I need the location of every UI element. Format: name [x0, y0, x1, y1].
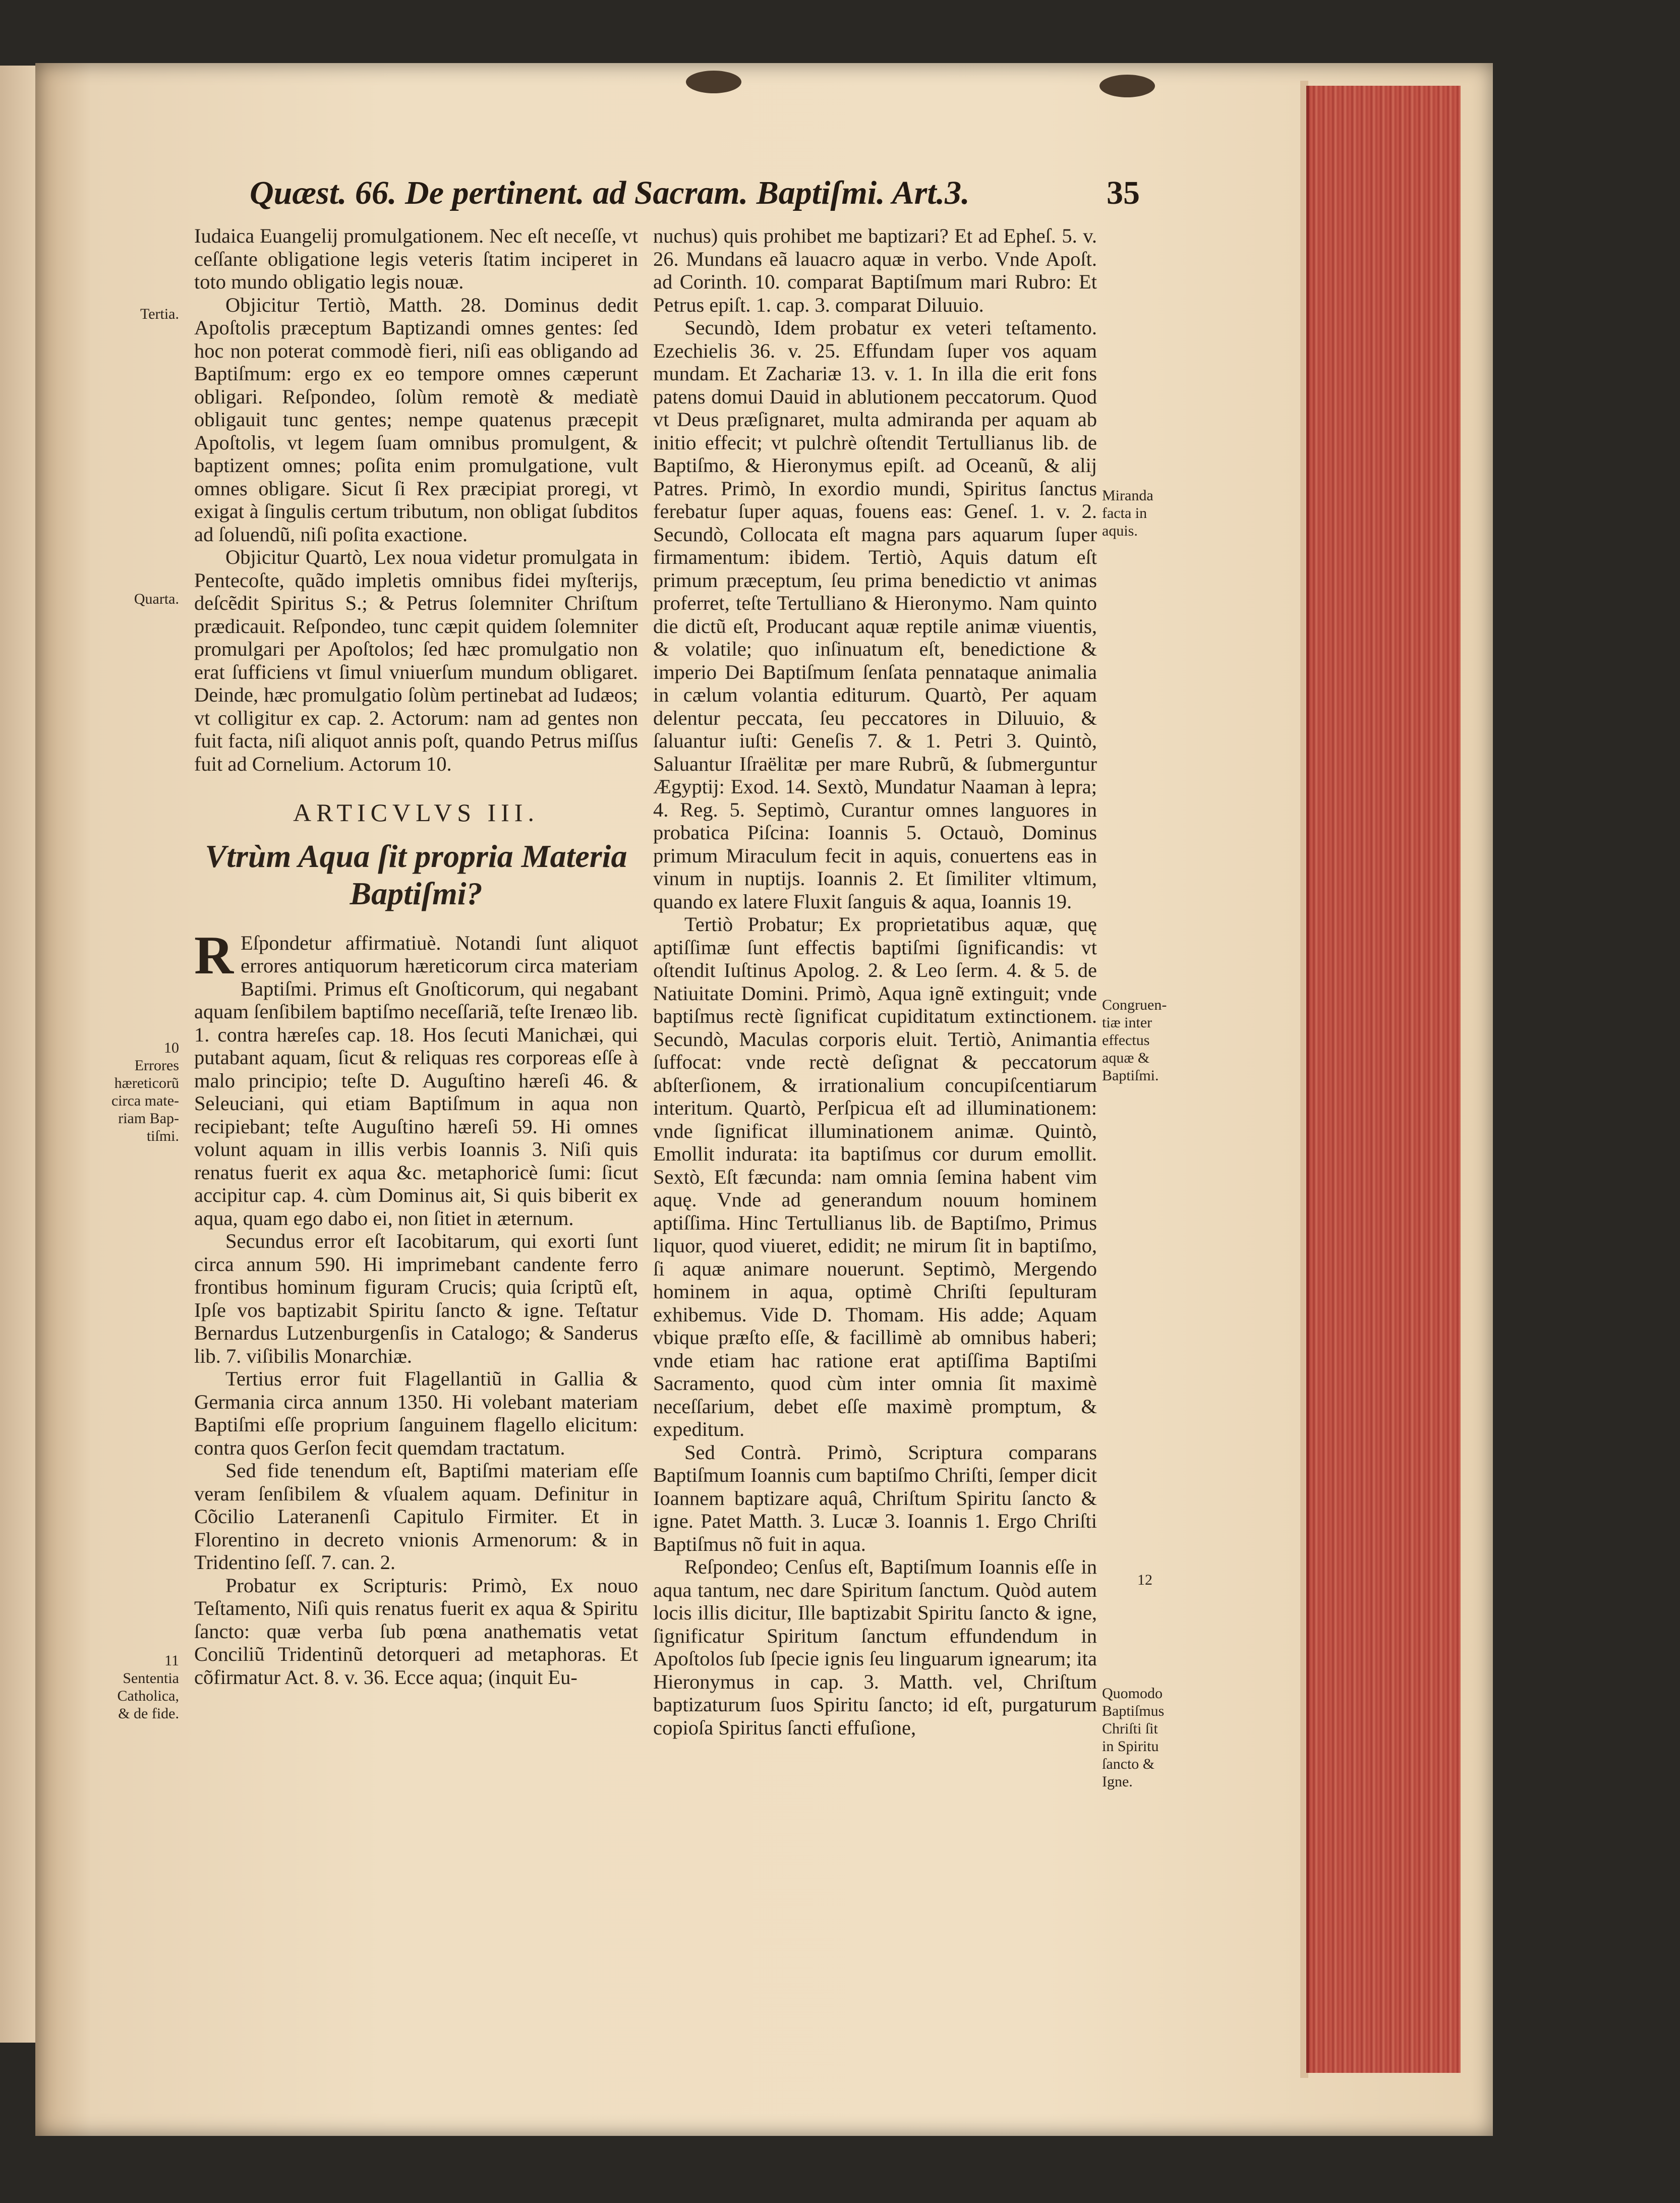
- paragraph: Tertius error fuit Flagellantiũ in Gallia & Germania circa annum 1350. Hi volebant materiam Baptiſmi eſſe proprium ſanguinem flagello elicitum: contra quos Gerſon fecit quemdam tractatum.: [194, 1367, 638, 1459]
- paragraph: Objicitur Quartò, Lex noua videtur promulgata in Pentecoſte, quãdo impletis omnibus fidei myſterijs, deſcẽdit Spiritus S.; & Petrus ſolemniter Chriſtum prædicauit. Reſpondeo, tunc cæpit quidem ſolemniter promulgari per Apoſtolos; ſed hæc promulgatio non erat ſufficiens vt ſimul vniuerſum mundum obligaret. Deinde, hæc promulgatio ſolùm pertinebat ad Iudæos; vt colligitur ex cap. 2. Actorum: nam ad gentes non fuit facta, niſi aliquot annis poſt, quando Petrus miſſus fuit ad Cornelium. Actorum 10.: [194, 546, 638, 775]
- paragraph: Objicitur Tertiò, Matth. 28. Dominus dedit Apoſtolis præceptum Baptizandi omnes gentes: ſed hoc non poterat commodè fieri, niſi eas obligando ad Baptiſmum: ergo ex eo tempore omnes cæperunt obligari. Reſpondeo, ſolùm remotè & mediatè obligauit tunc gentes; nempe quatenus præcepit Apoſtolis, vt legem ſuam omnibus promulgent, & baptizent omnes; poſita enim promulgatione, vult omnes obligare. Sicut ſi Rex præcipiat proregi, vt exigat à ſingulis certum tributum, non obligat ſubditos ad ſoluendũ, niſi poſita exactione.: [194, 293, 638, 546]
- margin-note-tertia: Tertia.: [140, 306, 179, 322]
- paragraph: Sed Contrà. Primò, Scriptura comparans Baptiſmum Ioannis cum baptiſmo Chriſti, ſemper dicit Ioannem baptizare aquâ, Chriſtum Spiritu ſancto & igne. Patet Matth. 3. Lucæ 3. Ioannis 1. Ergo Chriſti Baptiſmus nõ fuit in aqua.: [653, 1440, 1097, 1555]
- page-number: 35: [1107, 175, 1140, 211]
- paragraph: R Eſpondetur affirmatiuè. Notandi ſunt aliquot errores antiquorum hæreticorum circa materiam Baptiſmi. Primus eſt Gnoſticorum, qui negabant aquam ſenſibilem baptiſmo neceſſariã, teſte Irenæo lib. 1. contra hæreſes cap. 18. Hos ſecuti Manichæi, qui putabant aquam, ſicut & reliquas res corporeas eſſe à malo principio; teſte D. Auguſtino hæreſi 46. & Seleuciani, qui etiam Baptiſmum in aqua non recipiebant; teſte Auguſtino hæreſi 59. Hi omnes volunt aquam in illis verbis Ioannis 3. Niſi quis renatus fuerit ex aqua &c. metaphoricè ſumi: ſicut accipitur cap. 4. cùm Dominus ait, Si quis biberit ex aqua, quam ego dabo ei, non ſitiet in æternum.: [194, 925, 638, 1230]
- left-page-edge: [0, 66, 35, 2043]
- article-title: Vtrùm Aqua ſit propria Materia Baptiſmi?: [205, 838, 627, 911]
- text-column-right: [653, 224, 1097, 1739]
- margin-note-miranda: Miranda facta in aquis.: [1102, 487, 1153, 539]
- running-title: Quæst. 66. De pertinent. ad Sacram. Baptiſmi. Art.3.: [250, 175, 970, 211]
- margin-note-sententia: 11 Sententia Catholica, & de fide.: [117, 1652, 179, 1722]
- paragraph: Secundò, Idem probatur ex veteri teſtamento. Ezechielis 36. v. 25. Effundam ſuper vos aquam mundam. Et Zachariæ 13. v. 1. In illa die erit fons patens domui Dauid in ablutionem peccatorum. Quod vt Deus præſignaret, multa admiranda per aquam ab initio effecit; vt pulchrè oſtendit Tertullianus lib. de Baptiſmo, & Hieronymus epiſt. ad Oceanũ, & alij Patres. Primò, In exordio mundi, Spiritus ſanctus ferebatur ſuper aquas, fouens eas: Geneſ. 1. v. 2. Secundò, Collocata eſt magna pars aquarum ſuper firmamentum: ibidem. Tertiò, Aquis datum eſt primum præceptum, ſeu prima benedictio vt animas proferret, teſte Tertulliano & Hieronymo. Nam quinto die dictũ eſt, Producant aquæ reptile animæ viuentis, & volatile; quo inſinuatum eſt, benedictione & imperio Dei Baptiſmum ſenſata pennataque animalia in cælum volantia editurum. Quartò, Per aquam delentur peccata, ſeu peccatores in Diluuio, & ſaluantur iuſti: Geneſis 7. & 1. Petri 3. Quintò, Saluantur Iſraëlitæ per mare Rubrũ, & ſubmerguntur Ægyptij: Exod. 14. Sextò, Mundatur Naaman à lepra; 4. Reg. 5. Septimò, Curantur omnes languores in probatica Piſcina: Ioannis 5. Octauò, Dominus primum Miraculum fecit in aquis, conuertens eas in vinum in nuptijs. Ioannis 2. Et ſimiliter vltimum, quando ex latere Fluxit ſanguis & aqua, Ioannis 19.: [653, 316, 1097, 913]
- drop-cap: R: [194, 925, 234, 985]
- margin-note-errores: 10 Errores hæreticorũ circa mate- riam Bap- tiſmi.: [111, 1039, 179, 1144]
- margin-note-congruentiae: Congruen- tiæ inter effectus aquæ & Baptiſmi.: [1102, 997, 1167, 1084]
- red-fore-edge: [1306, 86, 1461, 2073]
- margin-note-number-12: 12: [1137, 1572, 1152, 1588]
- running-header: [250, 174, 1140, 219]
- paragraph: Probatur ex Scripturis: Primò, Ex nouo Teſtamento, Niſi quis renatus fuerit ex aqua & Spiritu ſancto: quæ verba ſub pœna anathematis vetat Conciliũ Tridentinũ detorqueri ad metaphoras. Et cõfirmatur Act. 8. v. 36. Ecce aqua; (inquit Eu-: [194, 1574, 638, 1689]
- paragraph: Secundus error eſt Iacobitarum, qui exorti ſunt circa annum 590. Hi imprimebant candente ferro frontibus hominum figuram Crucis; quia ſcriptũ eſt, Ipſe vos baptizabit Spiritu ſancto & igne. Teſtatur Bernardus Lutzenburgenſis in Catalogo; & Sanderus lib. 7. viſibilis Monarchiæ.: [194, 1230, 638, 1367]
- article-heading: ARTICVLVS III.: [293, 798, 539, 827]
- binding-hole: [1099, 75, 1155, 97]
- binding-hole: [686, 71, 741, 93]
- margin-note-quarta: Quarta.: [134, 591, 179, 607]
- paragraph: Tertiò Probatur; Ex proprietatibus aquæ, quę aptiſſimæ ſunt effectis baptiſmi ſignificandis: vt oſtendit Iuſtinus Apolog. 2. & Leo ſerm. 4. & 5. de Natiuitate Domini. Primò, Aqua ignẽ extinguit; vnde baptiſmus rectè ſignificat cupiditatum extinctionem. Secundò, Maculas corporis eluit. Tertiò, Animantia ſuffocat: vnde rectè deſignat & peccatorum abſterſionem, & irrationalium concupiſcentiarum interitum. Quartò, Perſpicua eſt ad illuminationem: vnde ſignificat illuminationem animæ. Quintò, Emollit indurata: ita baptiſmus cor durum emollit. Sextò, Eſt fæcunda: nam omnia ſemina habent vim aquę. Vnde ad generandum nouum hominem aptiſſima. Hinc Tertullianus lib. de Baptiſmo, Primus liquor, quod viueret, edidit; ne mirum ſit in baptiſmo, ſi aquæ animare nouerunt. Septimò, Mergendo hominem in aqua, optimè Chriſti ſepulturam exhibemus. Vide D. Thomam. His adde; Aquam vbique præſto eſſe, & facillimè ab omnibus haberi; vnde etiam hac ratione erat aptiſſima Baptiſmi Sacramento, quod cùm inter omnia ſit maximè neceſſarium, debet eſſe maximè promptum, & expeditum.: [653, 913, 1097, 1440]
- paragraph: Reſpondeo; Cenſus eſt, Baptiſmum Ioannis eſſe in aqua tantum, nec dare Spiritum ſanctum. Quòd autem locis illis dicitur, Ille baptizabit Spiritu ſancto & igne, ſignificatur Spiritum ſanctum effundendum in Apoſtolos ſub ſpecie ignis ſeu linguarum ignearum; ita Hieronymus in cap. 3. Matth. vel, Chriſtum baptizaturum ſuos Spiritu ſancto; id eſt, purgaturum copioſa Spiritus ſancti effuſione,: [653, 1555, 1097, 1739]
- paragraph: Iudaica Euangelij promulgationem. Nec eſt neceſſe, vt ceſſante obligatione legis veteris ſtatim inciperet in toto mundo obligatio legis nouæ.: [194, 224, 638, 293]
- margin-note-quomodo: Quomodo Baptiſmus Chriſti ſit in Spiritu ſancto & Igne.: [1102, 1685, 1165, 1790]
- paragraph: Sed fide tenendum eſt, Baptiſmi materiam eſſe veram ſenſibilem & vſualem aquam. Definitur in Cõcilio Lateranenſi Capitulo Firmiter. Et in Florentino in decreto vnionis Armenorum: & in Tridentino ſeſſ. 7. can. 2.: [194, 1459, 638, 1574]
- text-column-left: [194, 224, 638, 1689]
- paragraph: nuchus) quis prohibet me baptizari? Et ad Epheſ. 5. v. 26. Mundans eã lauacro aquæ in verbo. Vnde Apoſt. ad Corinth. 10. comparat Baptiſmum mari Rubro: Et Petrus epiſt. 1. cap. 3. comparat Diluuio.: [653, 224, 1097, 316]
